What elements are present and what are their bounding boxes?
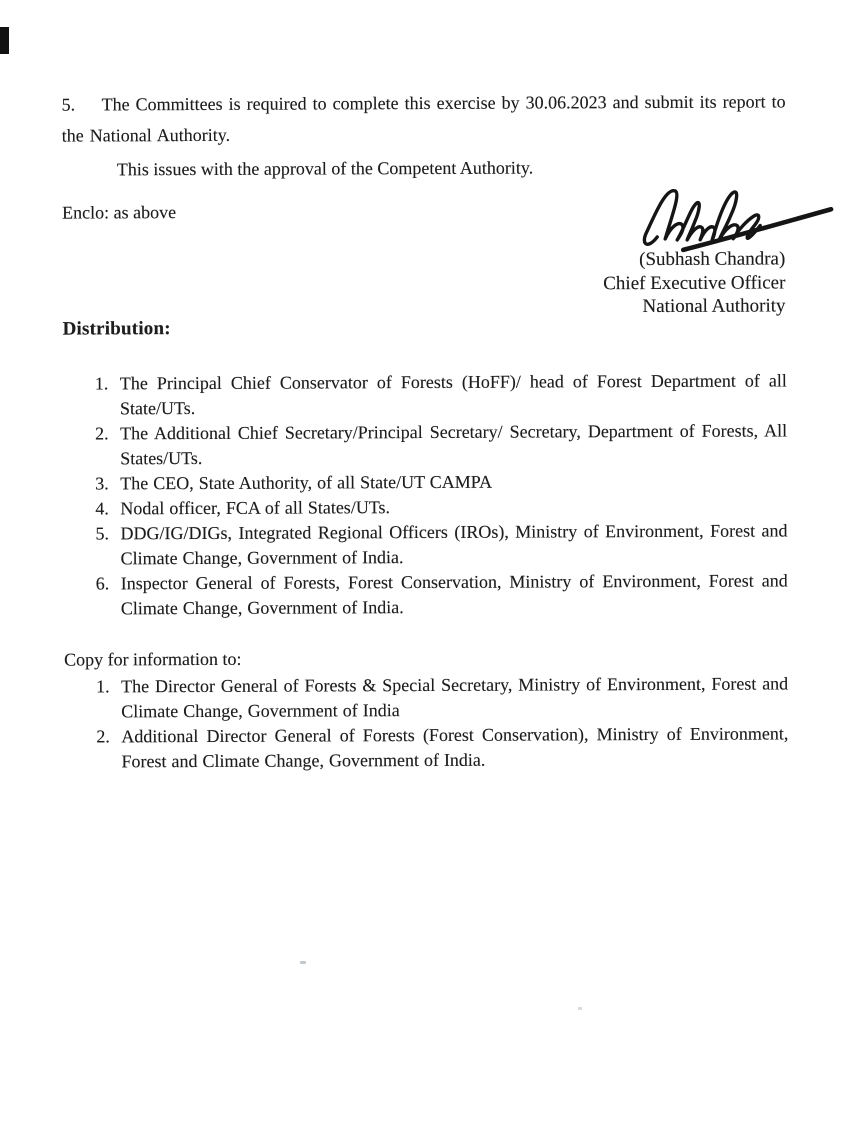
distribution-list-item: The Principal Chief Conservator of Forests (HoFF)/ head of Forest Department of all State/UTs. <box>119 370 787 419</box>
handwritten-signature-icon <box>635 176 835 257</box>
copy-info-heading: Copy for information to: <box>63 648 242 670</box>
enclosure-line: Enclo: as above <box>62 202 177 223</box>
copy-info-list-item: Additional Director General of Forests (Forest Conservation), Ministry of Environment, Forest and Climate Change, Government of India. <box>121 723 789 772</box>
signatory-name: (Subhash Chandra) <box>639 248 786 271</box>
paragraph-5 <box>62 86 786 151</box>
signatory-title: Chief Executive Officer <box>603 271 786 294</box>
copy-info-list-item: The Director General of Forests & Special Secretary, Ministry of Environment, Forest and Climate Change, Government of India <box>121 673 789 722</box>
distribution-list-item: Nodal officer, FCA of all States/UTs. <box>120 497 391 519</box>
copy-info-list <box>64 671 788 774</box>
distribution-list <box>63 368 788 621</box>
approval-line: This issues with the approval of the Competent Authority. <box>116 157 534 180</box>
distribution-list-item: The CEO, State Authority, of all State/UT CAMPA <box>120 471 493 494</box>
signatory-org: National Authority <box>642 295 786 318</box>
distribution-heading: Distribution: <box>62 318 171 340</box>
distribution-list-item: The Additional Chief Secretary/Principal Secretary/ Secretary, Department of Forests, All States/UTs. <box>120 420 788 469</box>
paragraph-text: The Committees is required to complete this exercise by 30.06.2023 and submit its report to the National Authority. <box>61 91 786 146</box>
paragraph-number: 5. <box>61 94 76 115</box>
distribution-list-item: DDG/IG/DIGs, Integrated Regional Officers (IROs), Ministry of Environment, Forest and Climate Change, Government of India. <box>120 520 788 569</box>
signature-block <box>479 247 785 319</box>
distribution-list-item: Inspector General of Forests, Forest Conservation, Ministry of Environment, Forest and Climate Change, Government of India. <box>120 570 788 619</box>
